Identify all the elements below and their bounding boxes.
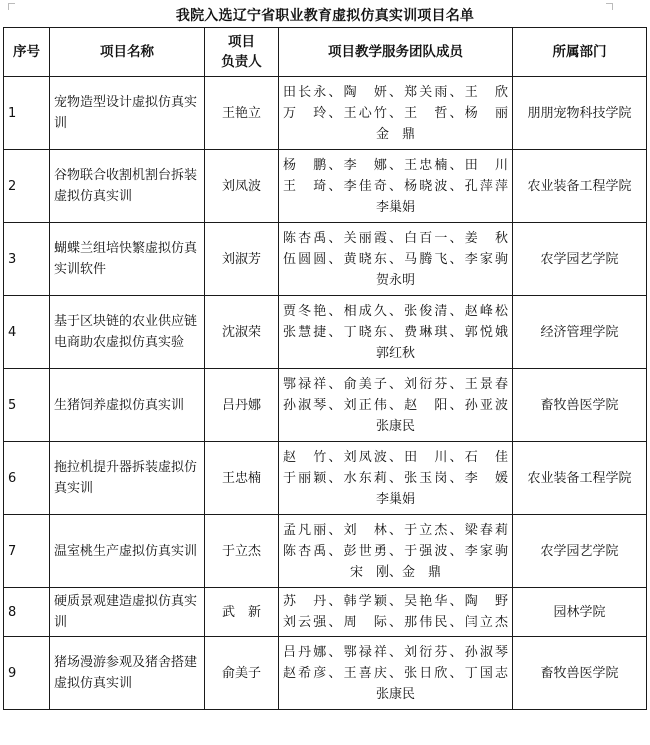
table-row xyxy=(4,150,647,223)
project-lead-cell: 刘凤波 xyxy=(205,150,279,223)
header-project-lead xyxy=(205,28,279,77)
team-members-line: 苏 丹、韩学颖、吴艳华、陶 野 xyxy=(283,594,508,609)
table-row xyxy=(4,442,647,515)
team-members-line: 赵希彦、王喜庆、张日欣、丁国志 xyxy=(283,665,508,681)
team-members-cell xyxy=(279,77,513,150)
team-members-line: 杨 鹏、李 娜、王忠楠、田 川 xyxy=(283,157,508,173)
team-members-line: 贺永明 xyxy=(375,272,415,288)
team-members-line: 李巢娟 xyxy=(375,491,415,507)
department-cell: 农业装备工程学院 xyxy=(513,442,647,515)
department-cell: 园林学院 xyxy=(513,588,647,637)
header-department: 所属部门 xyxy=(513,28,647,77)
project-name-cell: 硬质景观建造虚拟仿真实训 xyxy=(50,588,205,637)
department-cell: 农学园艺学院 xyxy=(513,515,647,588)
team-members-line: 于丽颖、水东莉、张玉岗、李 媛 xyxy=(283,470,508,486)
table-row xyxy=(4,588,647,637)
team-members-line: 陈杏禹、关丽霞、白百一、姜 秋 xyxy=(283,230,508,246)
project-name-cell: 猪场漫游参观及猪舍搭建虚拟仿真实训 xyxy=(50,637,205,710)
team-members-line: 孟凡丽、刘 林、于立杰、梁春莉 xyxy=(283,522,508,538)
project-lead-cell: 俞美子 xyxy=(205,637,279,710)
team-members-line: 伍圆圆、黄晓东、马腾飞、李家驹 xyxy=(283,251,508,267)
table-body xyxy=(4,77,647,710)
header-project-name: 项目名称 xyxy=(50,28,205,77)
row-index-cell: 8 xyxy=(4,588,50,637)
team-members-line: 孙淑琴、刘正伟、赵 阳、孙亚波 xyxy=(283,397,508,413)
department-cell: 经济管理学院 xyxy=(513,296,647,369)
project-name-cell: 蝴蝶兰组培快繁虚拟仿真实训软件 xyxy=(50,223,205,296)
table-row xyxy=(4,515,647,588)
department-cell: 农业装备工程学院 xyxy=(513,150,647,223)
row-index-cell: 5 xyxy=(4,369,50,442)
department-cell: 朋朋宠物科技学院 xyxy=(513,77,647,150)
row-index-cell: 7 xyxy=(4,515,50,588)
team-members-line: 张慧捷、丁晓东、费琳琪、郭悦娥 xyxy=(283,324,508,340)
header-team-members: 项目教学服务团队成员 xyxy=(279,28,513,77)
project-name-cell: 生猪饲养虚拟仿真实训 xyxy=(50,369,205,442)
team-members-cell xyxy=(279,442,513,515)
project-lead-cell: 王忠楠 xyxy=(205,442,279,515)
team-members-cell xyxy=(279,150,513,223)
department-cell: 畜牧兽医学院 xyxy=(513,369,647,442)
project-lead-cell: 吕丹娜 xyxy=(205,369,279,442)
table-row xyxy=(4,223,647,296)
team-members-cell xyxy=(279,296,513,369)
project-lead-cell: 王艳立 xyxy=(205,77,279,150)
project-name-cell: 宠物造型设计虚拟仿真实训 xyxy=(50,77,205,150)
row-index-cell: 2 xyxy=(4,150,50,223)
project-name-cell: 温室桃生产虚拟仿真实训 xyxy=(50,515,205,588)
team-members-line: 王 琦、李佳奇、杨晓波、孔萍萍 xyxy=(283,178,508,194)
project-lead-cell: 沈淑荣 xyxy=(205,296,279,369)
table-row xyxy=(4,77,647,150)
project-name-cell: 基于区块链的农业供应链电商助农虚拟仿真实验 xyxy=(50,296,205,369)
table-row xyxy=(4,296,647,369)
team-members-line: 鄂禄祥、俞美子、刘衍芬、王景春 xyxy=(283,376,508,392)
team-members-cell xyxy=(279,515,513,588)
table-row xyxy=(4,369,647,442)
team-members-line: 陈杏禹、彭世勇、于强波、李家驹 xyxy=(283,543,508,559)
team-members-line: 吕丹娜、鄂禄祥、刘衍芬、孙淑琴 xyxy=(283,644,508,660)
team-members-line: 宋 刚、金 鼎 xyxy=(349,564,441,580)
team-members-cell xyxy=(279,369,513,442)
department-cell: 畜牧兽医学院 xyxy=(513,637,647,710)
project-lead-cell: 刘淑芳 xyxy=(205,223,279,296)
project-name-cell: 拖拉机提升器拆装虚拟仿真实训 xyxy=(50,442,205,515)
team-members-cell xyxy=(279,637,513,710)
table-row xyxy=(4,637,647,710)
document-title: 我院入选辽宁省职业教育虚拟仿真实训项目名单 xyxy=(175,8,475,24)
department-cell: 农学园艺学院 xyxy=(513,223,647,296)
team-members-line: 赵 竹、刘凤波、田 川、石 佳 xyxy=(283,449,508,465)
project-lead-cell: 武 新 xyxy=(205,588,279,637)
team-members-line: 金 鼎 xyxy=(375,126,415,142)
team-members-cell xyxy=(279,588,513,637)
team-members-cell xyxy=(279,223,513,296)
project-list-table xyxy=(3,27,647,710)
team-members-line: 张康民 xyxy=(375,686,415,702)
header-index: 序号 xyxy=(4,28,50,77)
table-header-row xyxy=(4,28,647,77)
project-lead-cell: 于立杰 xyxy=(205,515,279,588)
header-lead-line1: 项目 xyxy=(228,34,255,50)
row-index-cell: 9 xyxy=(4,637,50,710)
team-members-line: 张康民 xyxy=(375,418,415,434)
project-name-cell: 谷物联合收割机割台拆装虚拟仿真实训 xyxy=(50,150,205,223)
row-index-cell: 6 xyxy=(4,442,50,515)
team-members-line: 刘云强、周 际、那伟民、闫立杰 xyxy=(283,615,508,630)
row-index-cell: 4 xyxy=(4,296,50,369)
header-lead-line2: 负责人 xyxy=(221,54,262,70)
row-index-cell: 1 xyxy=(4,77,50,150)
team-members-line: 李巢娟 xyxy=(375,199,415,215)
team-members-line: 万 玲、王心竹、王 哲、杨 丽 xyxy=(283,105,508,121)
row-index-cell: 3 xyxy=(4,223,50,296)
team-members-line: 贾冬艳、相成久、张俊清、赵峰松 xyxy=(283,303,508,319)
team-members-line: 郭红秋 xyxy=(375,345,415,361)
team-members-line: 田长永、陶 妍、郑关雨、王 欣 xyxy=(283,84,508,100)
